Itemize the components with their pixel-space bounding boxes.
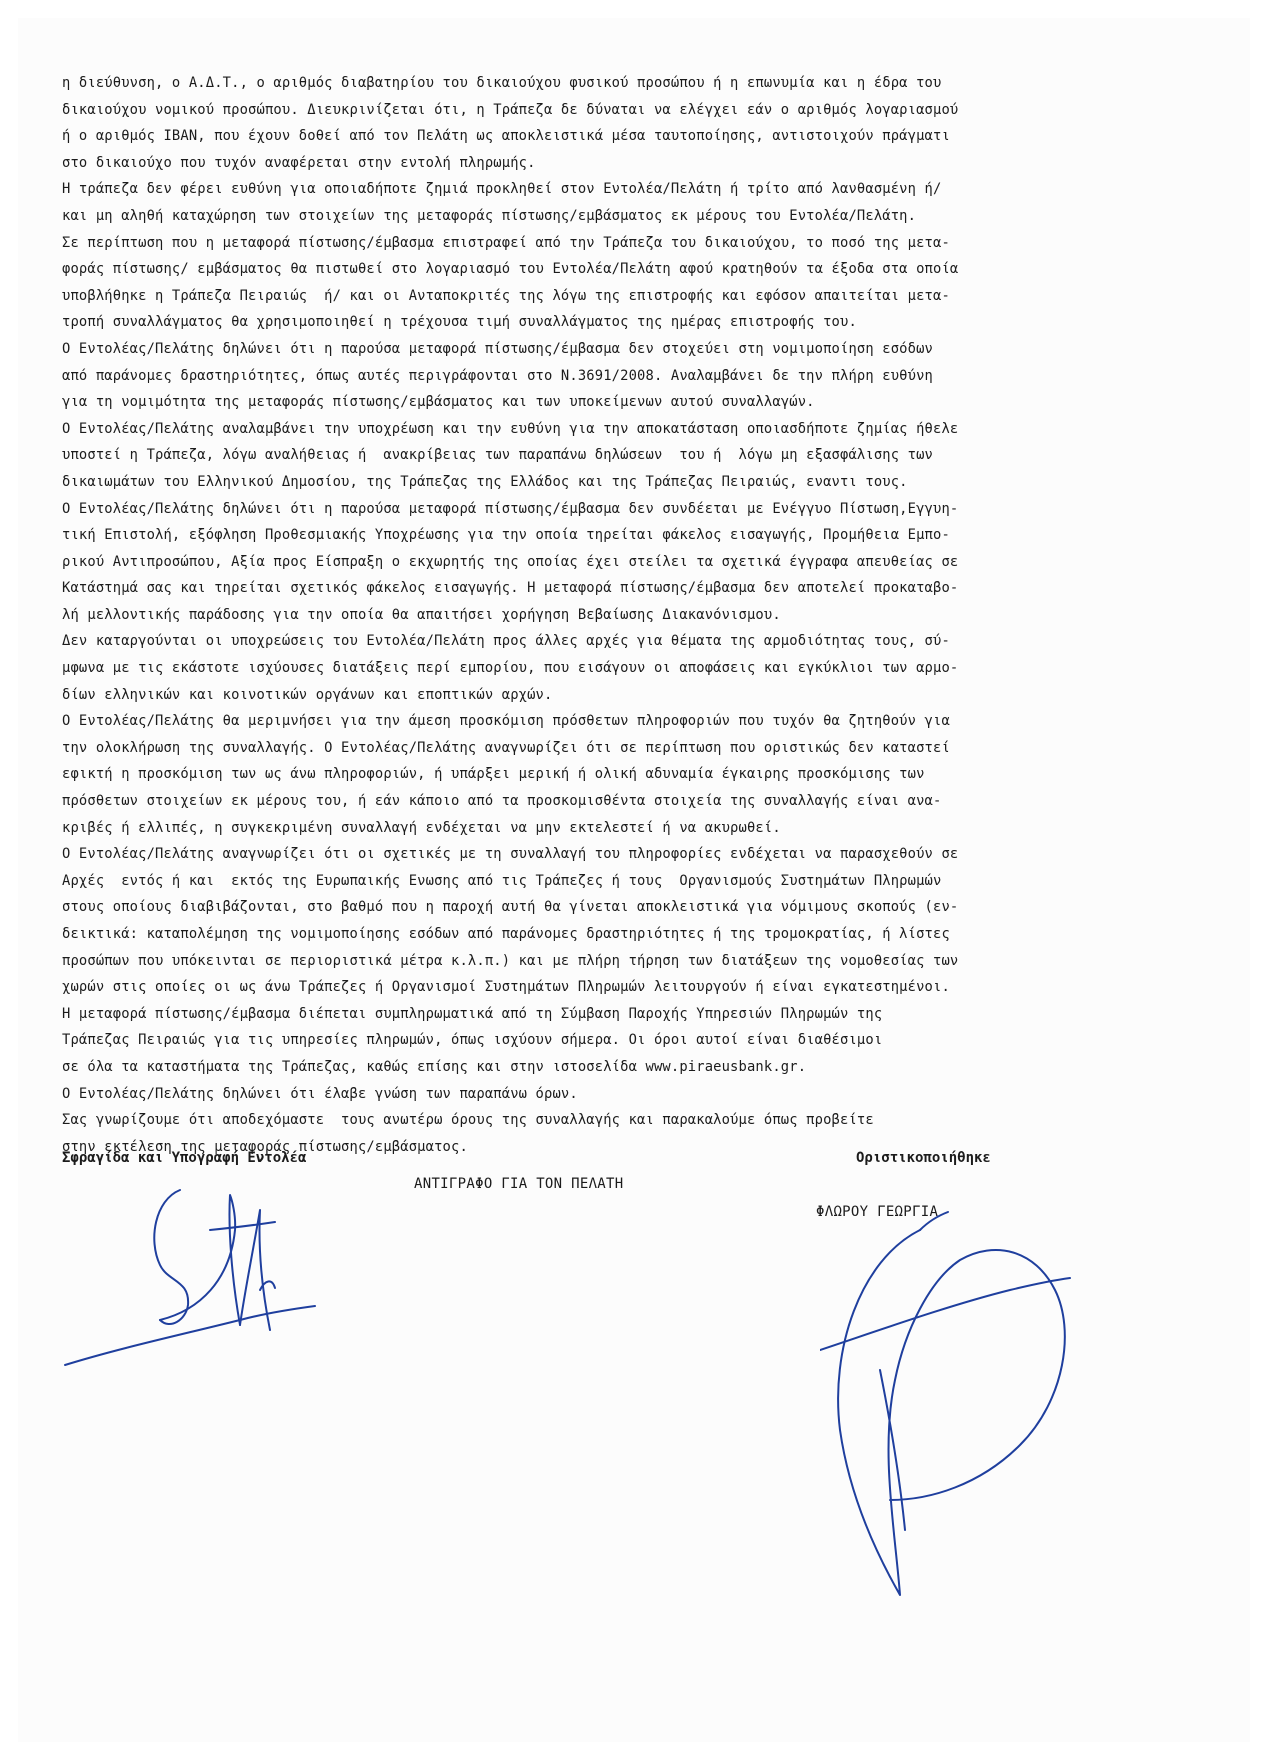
finalized-heading: Οριστικοποιήθηκε [856,1150,991,1166]
body-line: Ο Εντολέας/Πελάτης δηλώνει ότι η παρούσα μεταφορά πίστωσης/έμβασμα δεν στοχεύει στη νομιμοποίηση εσόδων [62,340,934,357]
body-line: εφικτή η προσκόμιση των ως άνω πληροφοριών, ή υπάρξει μερική ή ολική αδυναμία έγκαιρης προσκόμισης των [62,766,925,783]
body-line: τική Επιστολή, εξόφληση Προθεσμιακής Υποχρέωσης για την οποία τηρείται φάκελος εισαγωγής, Προμήθεια Εμπο- [62,527,950,544]
body-line: υποστεί η Τράπεζα, λόγω αναλήθειας ή ανακρίβειας των παραπάνω δηλώσεων του ή λόγω μη εξασφάλισης των [62,447,934,464]
body-line: δεικτικά: καταπολέμηση της νομιμοποίησης εσόδων από παράνομες δραστηριότητες ή της τρομοκρατίας, ή λίστες [62,926,950,942]
body-line: στην εκτέλεση της μεταφοράς πίστωσης/εμβάσματος. [62,1138,468,1155]
body-line: τροπή συναλλάγματος θα χρησιμοποιηθεί η τρέχουσα τιμή συναλλάγματος της ημέρας επιστροφής του. [62,314,857,331]
body-line: για τη νομιμότητα της μεταφοράς πίστωσης/εμβάσματος και των υποκείμενων αυτού συναλλαγών. [62,394,815,411]
body-line: χωρών στις οποίες οι ως άνω Τράπεζες ή Οργανισμοί Συστημάτων Πληρωμών λειτουργούν ή είναι εγκατεστημένοι. [62,979,950,996]
body-line: δίων ελληνικών και κοινοτικών οργάνων και εποπτικών αρχών. [62,686,553,703]
body-line: λή μελλοντικής παράδοσης για την οποία θα απαιτήσει χορήγηση Βεβαίωσης Διακανόνισμου. [62,606,781,623]
body-line: και μη αληθή καταχώρηση των στοιχείων της μεταφοράς πίστωσης/εμβάσματος εκ μέρους του Εντολέα/Πελάτη. [62,207,917,224]
body-line: Η τράπεζα δεν φέρει ευθύνη για οποιαδήποτε ζημιά προκληθεί στον Εντολέα/Πελάτη ή τρίτο από λανθασμένη ή/ [62,181,942,198]
body-line: Τράπεζας Πειραιώς για τις υπηρεσίες πληρωμών, όπως ισχύουν σήμερα. Οι όροι αυτοί είναι διαθέσιμοι [62,1032,883,1049]
body-line: την ολοκλήρωση της συναλλαγής. Ο Εντολέας/Πελάτης αναγνωρίζει ότι σε περίπτωση που οριστικώς δεν καταστεί [62,739,950,756]
body-line: Σας γνωρίζουμε ότι αποδεχόμαστε τους ανωτέρω όρους της συναλλαγής και παρακαλούμε όπως προβείτε [62,1112,874,1129]
body-line: Δεν καταργούνται οι υποχρεώσεις του Εντολέα/Πελάτη προς άλλες αρχές για θέματα της αρμοδιότητας τους, σύ- [62,633,950,650]
body-line: υποβλήθηκε η Τράπεζα Πειραιώς ή/ και οι Ανταποκριτές της λόγω της επιστροφής και εφόσον απαιτείται μετα- [62,287,950,304]
terms-body [62,70,1140,1160]
body-line: Ο Εντολέας/Πελάτης δηλώνει ότι έλαβε γνώση των παραπάνω όρων. [62,1085,578,1102]
body-line: φοράς πίστωσης/ εμβάσματος θα πιστωθεί στο λογαριασμό του Εντολέα/Πελάτη αφού κρατηθούν τα έξοδα στα οποία [62,261,959,278]
body-line: Αρχές εντός ή και εκτός της Ευρωπαικής Ενωσης από τις Τράπεζες ή τους Οργανισμούς Συστημάτων Πληρωμών [62,872,942,889]
body-line: Ο Εντολέας/Πελάτης αναλαμβάνει την υποχρέωση και την ευθύνη για την αποκατάσταση οποιασδήποτε ζημίας ήθελε [62,420,959,437]
body-line: ή ο αριθμός IBAN, που έχουν δοθεί από τον Πελάτη ως αποκλειστικά μέσα ταυτοποίησης, αντιστοιχούν πράγματι [62,128,950,145]
customer-copy-label: ΑΝΤΙΓΡΑΦΟ ΓΙΑ ΤΟΝ ΠΕΛΑΤΗ [414,1176,624,1192]
body-line: Κατάστημά σας και τηρείται σχετικός φάκελος εισαγωγής. Η μεταφορά πίστωσης/έμβασμα δεν αποτελεί προκαταβο- [62,580,959,597]
body-line: Σε περίπτωση που η μεταφορά πίστωσης/έμβασμα επιστραφεί από την Τράπεζα του δικαιούχου, το ποσό της μετα- [62,234,950,251]
body-line: δικαιούχου νομικού προσώπου. Διευκρινίζεται ότι, η Τράπεζα δε δύναται να ελέγχει εάν ο αριθμός λογαριασμού [62,101,959,118]
body-line: στους οποίους διαβιβάζονται, στο βαθμό που η παροχή αυτή θα γίνεται αποκλειστικά για νόμιμους σκοπούς (εν- [62,899,959,916]
body-line: από παράνομες δραστηριότητες, όπως αυτές περιγράφονται στο Ν.3691/2008. Αναλαμβάνει δε την πλήρη ευθύνη [62,367,934,384]
body-line: δικαιωμάτων του Ελληνικού Δημοσίου, της Τράπεζας της Ελλάδος και της Τράπεζας Πειραιώς, εναντι τους. [62,473,908,490]
officer-name: ΦΛΩΡΟΥ ΓΕΩΡΓΙΑ [816,1204,939,1220]
body-line: πρόσθετων στοιχείων εκ μέρους του, ή εάν κάποιο από τα προσκομισθέντα στοιχεία της συναλλαγής είναι ανα- [62,793,942,810]
body-line: Ο Εντολέας/Πελάτης δηλώνει ότι η παρούσα μεταφορά πίστωσης/έμβασμα δεν συνδέεται με Ενέγγυο Πίστωση,Εγγυη- [62,500,959,517]
body-line: στο δικαιούχο που τυχόν αναφέρεται στην εντολή πληρωμής. [62,154,536,171]
principal-signature [60,1170,320,1370]
body-line: ρικού Αντιπροσώπου, Αξία προς Είσπραξη ο εκχωρητής της οποίας έχει στείλει τα σχετικά έγγραφα απευθείας σε [62,553,959,570]
body-line: η διεύθυνση, ο Α.Δ.Τ., ο αριθμός διαβατηρίου του δικαιούχου φυσικού προσώπου ή η επωνυμία και η έδρα του [62,75,942,91]
body-line: κριβές ή ελλιπές, η συγκεκριμένη συναλλαγή ενδέχεται να μην εκτελεστεί ή να ακυρωθεί. [62,819,781,836]
signature-heading-principal: Σφραγίδα και Υπογραφή Εντολέα [62,1150,307,1166]
officer-signature [820,1200,1080,1620]
body-line: σε όλα τα καταστήματα της Τράπεζας, καθώς επίσης και στην ιστοσελίδα www.piraeusbank.gr. [62,1058,807,1075]
body-line: προσώπων που υπόκεινται σε περιοριστικά μέτρα κ.λ.π.) και με πλήρη τήρηση των διατάξεων της νομοθεσίας των [62,952,959,969]
body-line: Ο Εντολέας/Πελάτης θα μεριμνήσει για την άμεση προσκόμιση πρόσθετων πληροφοριών που τυχόν θα ζητηθούν για [62,713,950,730]
body-line: μφωνα με τις εκάστοτε ισχύουσες διατάξεις περί εμπορίου, που εισάγουν οι αποφάσεις και εγκύκλιοι των αρμο- [62,660,959,677]
body-line: Ο Εντολέας/Πελάτης αναγνωρίζει ότι οι σχετικές με τη συναλλαγή του πληροφορίες ενδέχεται να παρασχεθούν σε [62,846,959,863]
body-line: Η μεταφορά πίστωσης/έμβασμα διέπεται συμπληρωματικά από τη Σύμβαση Παροχής Υπηρεσιών Πληρωμών της [62,1005,883,1022]
